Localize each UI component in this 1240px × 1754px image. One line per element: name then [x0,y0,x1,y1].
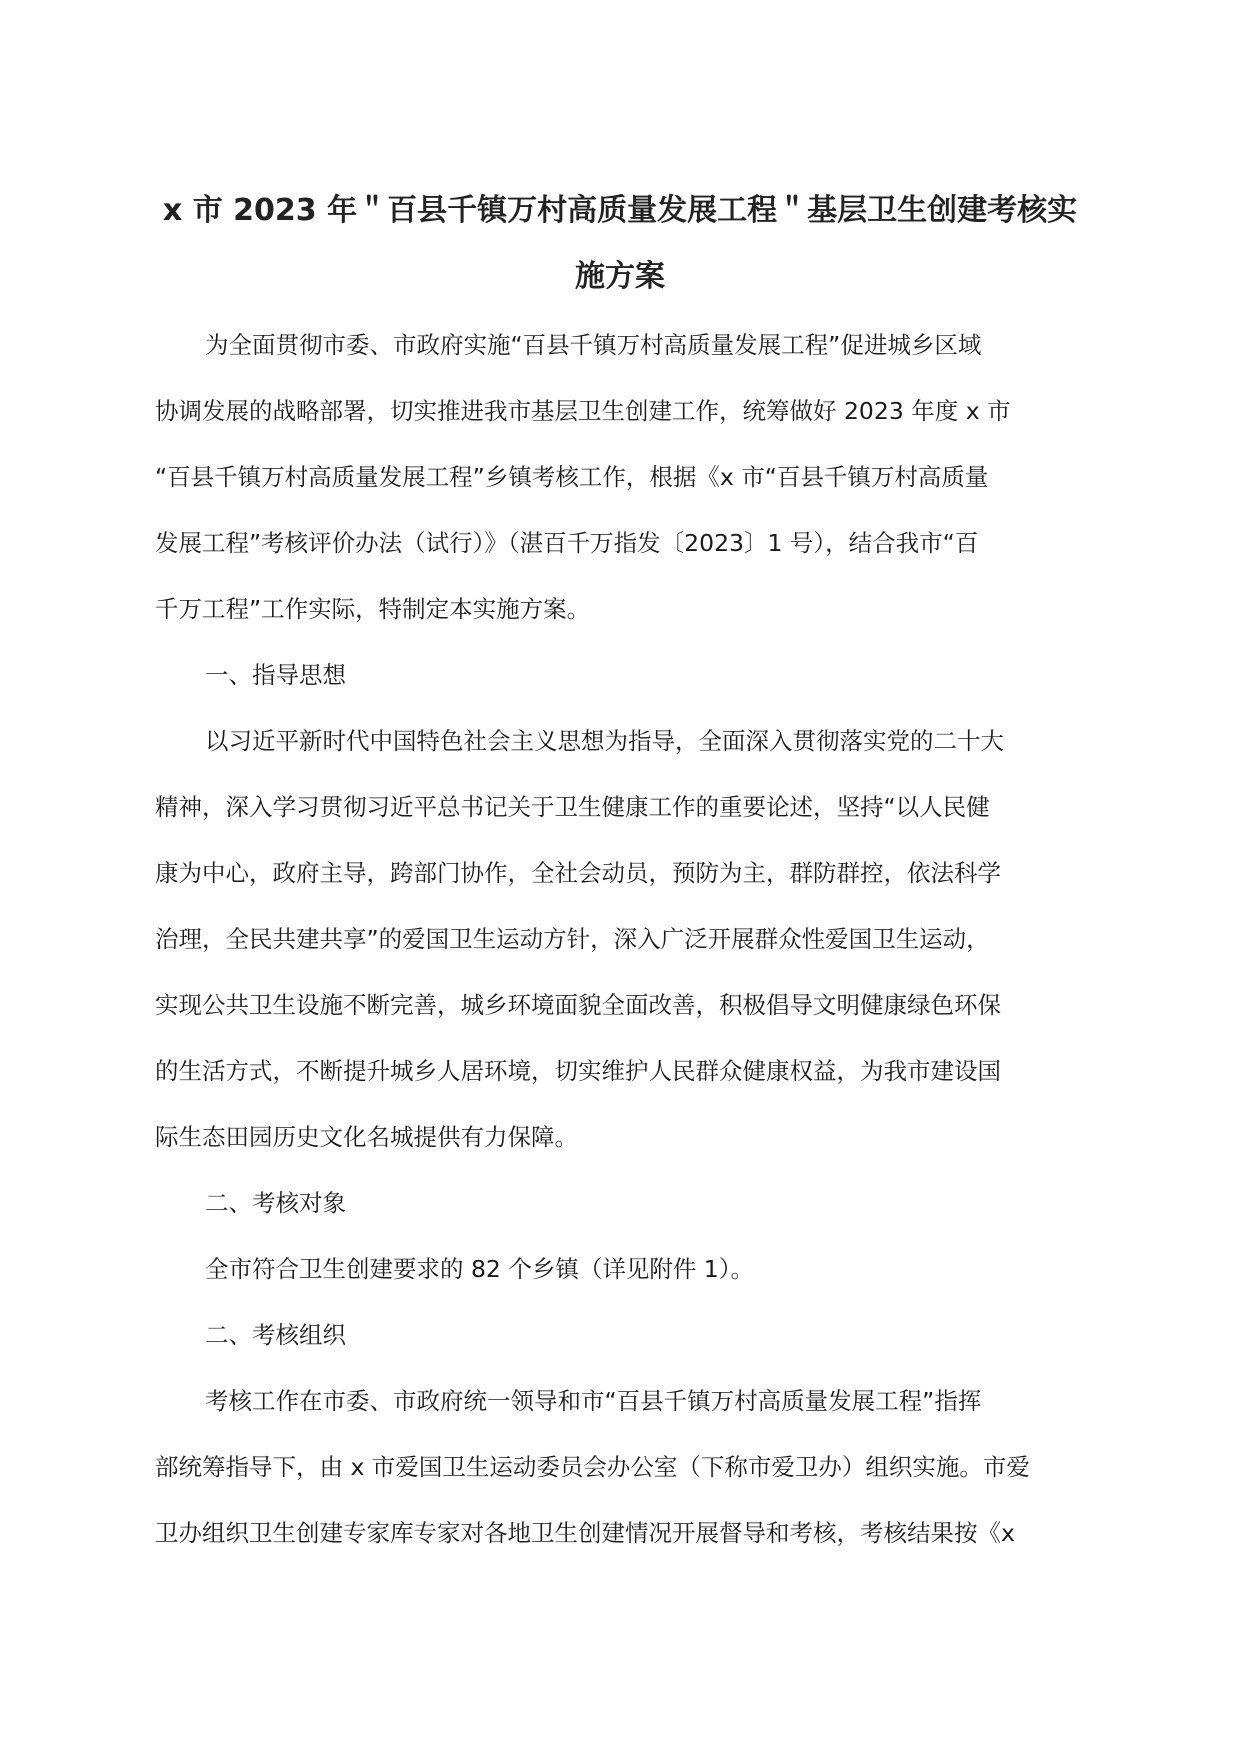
body-line: 精神，深入学习贯彻习近平总书记关于卫生健康工作的重要论述，坚持“以人民健 [155,793,990,821]
body-line: 实现公共卫生设施不断完善，城乡环境面貌全面改善，积极倡导文明健康绿色环保 [155,991,1001,1019]
title-line-2: 施方案 [575,259,665,294]
body-line: 全市符合卫生创建要求的 82 个乡镇（详见附件 1）。 [205,1255,755,1283]
body-line: 康为中心，政府主导，跨部门协作，全社会动员，预防为主，群防群控，依法科学 [155,859,1001,887]
document-body [155,312,1085,1566]
body-line: 的生活方式，不断提升城乡人居环境，切实维护人民群众健康权益，为我市建设国 [155,1057,1001,1085]
title-line-1: x 市 2023 年＂百县千镇万村高质量发展工程＂基层卫生创建考核实 [162,193,1078,228]
body-line: 际生态田园历史文化名城提供有力保障。 [155,1123,578,1151]
body-line: 治理，全民共建共享”的爱国卫生运动方针，深入广泛开展群众性爱国卫生运动， [155,925,990,953]
body-line: 部统筹指导下，由 x 市爱国卫生运动委员会办公室（下称市爱卫办）组织实施。市爱 [155,1453,1030,1481]
body-line: 发展工程”考核评价办法（试行）》（湛百千万指发〔2023〕1 号），结合我市“百 [155,529,979,557]
body-line: “百县千镇万村高质量发展工程”乡镇考核工作，根据《x 市“百县千镇万村高质量 [155,463,989,491]
body-line: 考核工作在市委、市政府统一领导和市“百县千镇万村高质量发展工程”指挥 [205,1387,982,1415]
body-line: 二、考核组织 [205,1321,346,1349]
body-line: 千万工程”工作实际，特制定本实施方案。 [155,595,591,623]
document-title [140,178,1100,310]
body-line: 为全面贯彻市委、市政府实施“百县千镇万村高质量发展工程”促进城乡区域 [205,331,982,359]
body-line: 协调发展的战略部署，切实推进我市基层卫生创建工作，统筹做好 2023 年度 x 市 [155,397,1011,425]
body-line: 以习近平新时代中国特色社会主义思想为指导，全面深入贯彻落实党的二十大 [205,727,1004,755]
body-line: 二、考核对象 [205,1189,346,1217]
body-line: 卫办组织卫生创建专家库专家对各地卫生创建情况开展督导和考核，考核结果按《x [155,1519,1015,1547]
body-line: 一、指导思想 [205,661,346,689]
